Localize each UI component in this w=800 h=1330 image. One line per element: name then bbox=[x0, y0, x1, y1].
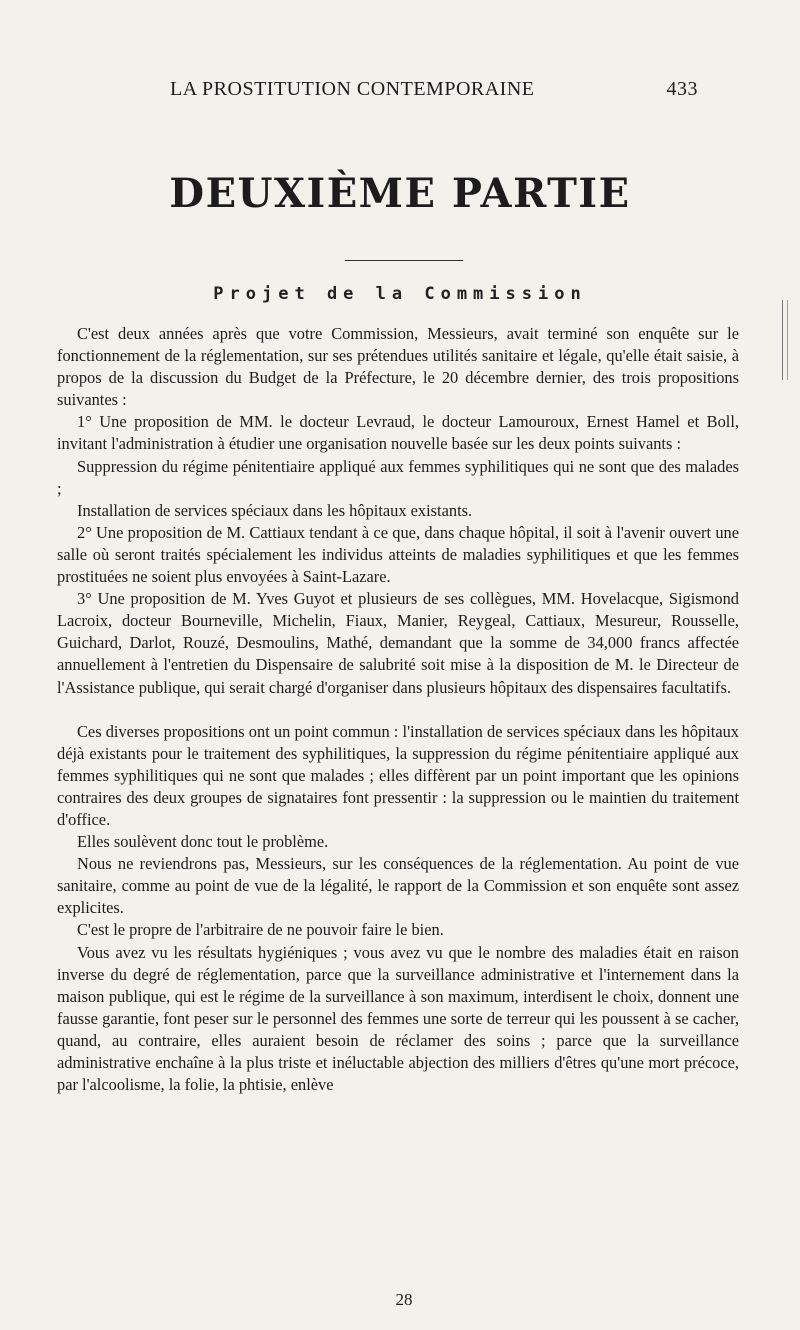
paragraph: 1° Une proposition de MM. le docteur Levraud, le docteur Lamouroux, Ernest Hamel et Boll, invitant l'administration à étudier une organisation nouvelle basée sur les deux points suivants : bbox=[57, 412, 739, 454]
paragraph: Vous avez vu les résultats hygiéniques ; vous avez vu que le nombre des maladies était en raison inverse du degré de réglementation, parce que la surveillance administrative et l'internement dans la maison publique, qui est le régime de la surveillance à son maximum, interdisent le choix, donnent une fausse garantie, font peser sur le personnel des femmes une sorte de terreur qui les poussent à se cacher, quand, au contraire, elles auraient besoin de réclamer des soins ; parce que la surveillance administrative enchaîne à la plus triste et inéluctable abjection des milliers d'êtres qu'une mort précoce, par l'alcoolisme, la folie, la phtisie, enlève bbox=[57, 942, 739, 1095]
paragraph: Elles soulèvent donc tout le problème. bbox=[77, 832, 329, 852]
paragraph: C'est deux années après que votre Commission, Messieurs, avait terminé son enquête sur le fonctionnement de la réglementation, sur ses prétendues utilités sanitaire et légale, qu'elle était saisie, à propos de la discussion du Budget de la Préfecture, le 20 décembre dernier, des trois propositions suivantes : bbox=[57, 324, 739, 410]
paragraph: Installation de services spéciaux dans les hôpitaux existants. bbox=[77, 500, 473, 520]
paragraph: C'est le propre de l'arbitraire de ne pouvoir faire le bien. bbox=[77, 920, 444, 940]
section-subtitle: Projet de la Commission bbox=[213, 284, 587, 304]
part-title: DEUXIÈME PARTIE bbox=[169, 170, 631, 217]
paragraph: Nous ne reviendrons pas, Messieurs, sur les conséquences de la réglementation. Au point de vue sanitaire, comme au point de vue de la légalité, le rapport de la Commission et son enquête sont assez explicites. bbox=[57, 854, 739, 918]
paragraph: 2° Une proposition de M. Cattiaux tendant à ce que, dans chaque hôpital, il soit à l'avenir ouvert une salle où seront traités spécialement les individus atteints de maladies syphilitiques et que les femmes prostituées ne soient plus envoyées à Saint-Lazare. bbox=[57, 522, 739, 587]
body-text bbox=[57, 323, 739, 1096]
divider-rule bbox=[345, 260, 463, 261]
binding-mark bbox=[782, 300, 788, 380]
signature-folio: 28 bbox=[395, 1290, 413, 1309]
paragraph: Ces diverses propositions ont un point commun : l'installation de services spéciaux dans les hôpitaux déjà existants pour le traitement des syphilitiques, la suppression du régime pénitentiaire appliqué aux femmes syphilitiques qui ne sont que malades ; elles diffèrent par un point important que les opinions contraires des deux groupes de signataires font pressentir : la suppression ou le maintien du traitement d'office. bbox=[57, 721, 739, 829]
paragraph: Suppression du régime pénitentiaire appliqué aux femmes syphilitiques qui ne sont que des malades ; bbox=[57, 456, 739, 498]
paragraph: 3° Une proposition de M. Yves Guyot et plusieurs de ses collègues, MM. Hovelacque, Sigismond Lacroix, docteur Bourneville, Michelin, Fiaux, Manier, Reygeal, Cattiaux, Mesureur, Rousselle, Guichard, Darlot, Rouzé, Desmoulins, Mathé, demandant que la somme de 34,000 francs affectée annuellement à l'entretien du Dispensaire de salubrité soit mise à la disposition de M. le Directeur de l'Assistance publique, qui serait chargé d'organiser dans plusieurs hôpitaux des dispensaires facultatifs. bbox=[57, 589, 739, 697]
page-number: 433 bbox=[666, 78, 698, 100]
running-title: LA PROSTITUTION CONTEMPORAINE bbox=[170, 78, 535, 100]
